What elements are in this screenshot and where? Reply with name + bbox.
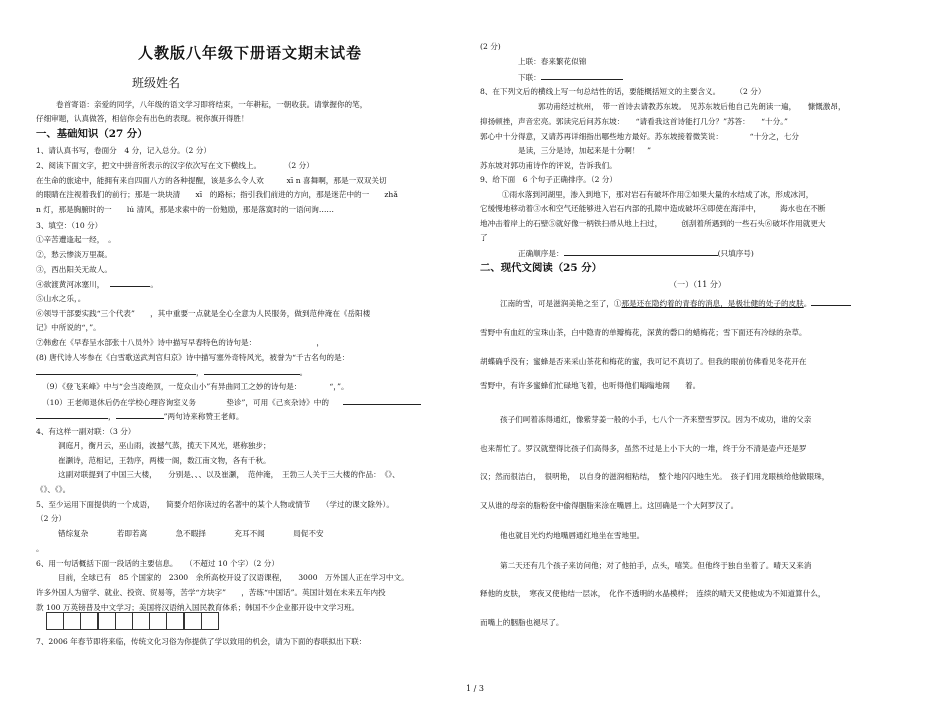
passage-underline-tail bbox=[811, 297, 851, 306]
passage-underlined-sentence: 那是还在隐约着的青春的消息，是极壮健的处子的皮肤 bbox=[621, 299, 804, 308]
passage-line-5: 孩子们呵着冻得通红，像紫芽姜一般的小手，七八个一齐来塑雪罗汉。因为不成功，谁的父亲 bbox=[500, 415, 812, 424]
answer-box[interactable] bbox=[149, 612, 167, 630]
q3-item-6a: ⑥领导干部要实践“三个代表” ，其中重要一点就是全心全意为人民服务，做到范仲淹在《岳阳楼 bbox=[36, 309, 371, 318]
q2-text: 2、阅读下面文字，把文中拼音所表示的汉字依次写在文下横线上。 （2 分） bbox=[36, 161, 314, 170]
q3-item-7: ⑦韩愈在《早春呈水部张十八员外》诗中描写早春特色的诗句是： ， bbox=[36, 338, 325, 347]
q5-idiom-2: 若即若离 bbox=[116, 529, 148, 538]
q6-text: 6、用一句话概括下面一段话的主要信息。 （不超过 10 个字）（2 分） bbox=[36, 559, 279, 568]
q9-text: 9、给下面 6 个句子正确排序。（2 分） bbox=[480, 175, 618, 184]
q4-question-line-2: 《》、《》。 bbox=[36, 485, 71, 494]
q3-item-8-blanks: ， 。 bbox=[36, 366, 307, 378]
exam-title: 人教版八年级下册语文期末试卷 bbox=[137, 44, 362, 62]
q9-sentence-line-4: 了 bbox=[480, 233, 488, 242]
q3-item-3: ③，西出阳关无故人。 bbox=[36, 265, 112, 274]
answer-box[interactable] bbox=[132, 612, 150, 630]
q4-couplet-line-1: 洞庭月，衡月云，巫山雨，波撼气蒸，揽天下风光，堪称独步； bbox=[58, 441, 271, 450]
q9-order-blank[interactable] bbox=[564, 247, 718, 256]
q3-item-5: ⑤山水之乐，。 bbox=[36, 294, 86, 303]
q9-order-hint: (只填序号) bbox=[717, 249, 754, 258]
q4-question-line-1: 这副对联提到了中国三大楼， 分别是、、、以及崔灏， 范仲淹， 王勃三人关于三大楼的作品： 《》、 bbox=[58, 470, 400, 479]
q3-item-10b: ， ”两句诗来称赞王老师。 bbox=[36, 410, 243, 422]
q3-item-10-blank-2[interactable] bbox=[36, 410, 108, 419]
q8-passage-line-5: 苏东坡对郭功甫诗作的评说，告诉我们。 bbox=[480, 161, 617, 170]
q3-item-2: ②，愁云惨淡万里凝。 bbox=[36, 250, 112, 259]
q3-item-8: (8) 唐代诗人岑参在《白雪歌送武判官归京》诗中描写塞外奇特风光，被誉为“千古名句的是： bbox=[36, 353, 350, 362]
passage-line-1-end: 。 bbox=[803, 299, 812, 308]
q5-idiom-5: 局促不安 bbox=[293, 529, 324, 538]
q3-heading: 3、填空：（10 分） bbox=[36, 221, 103, 230]
q3-item-4-blank[interactable] bbox=[110, 278, 150, 287]
passage-line-8: 又从谁的母亲的脂粉奁中偷得胭脂来涂在嘴唇上。这回确是一个大阿罗汉了。 bbox=[480, 501, 739, 510]
q5-idiom-3: 急不暇择 bbox=[175, 529, 206, 538]
q3-item-1: ①辛苦遭逢起一经， 。 bbox=[36, 235, 116, 244]
q2-passage-line-2: 的眼睛在注视着我们的前行；那是一块块清 xī 的路标；指引我们前进的方向，那是迷茫中的一 zhǎ bbox=[36, 190, 398, 199]
page-number: 1 / 3 bbox=[466, 684, 484, 693]
q2-passage-line-1: 在生命的旅途中，能拥有来自四面八方的各种提醒，该是多么令人欢 xī n 喜舞啊，那是一双双关切 bbox=[36, 176, 387, 185]
q5-text: 5、至少运用下面提供的一个成语， 简要介绍你读过的名著中的某个人物或情节 （学过的课文除外）。 bbox=[36, 500, 394, 509]
answer-box[interactable] bbox=[184, 612, 202, 630]
q7-score: (2 分) bbox=[480, 42, 501, 51]
q1-text: 1、请认真书写，卷面分 4 分，记入总分。（2 分） bbox=[36, 146, 211, 155]
passage-line-6: 也来帮忙了。罗汉就塑得比孩子们高得多，虽然不过是上小下大的一堆，终于分不清是壶卢还是罗 bbox=[480, 444, 807, 453]
q8-passage-line-1: 郭功甫经过杭州， 带一首诗去请教苏东坡。 见苏东坡后他自己先朗读一遍， 慷慨激昂， bbox=[538, 102, 846, 111]
answer-box[interactable] bbox=[46, 612, 64, 630]
intro-line-2: 仔细审题，认真做答，相信你会有出色的表现。祝你旗开得胜！ bbox=[36, 114, 249, 123]
q9-order-label: 正确顺序是： bbox=[518, 249, 564, 258]
q5-idiom-4: 充耳不闻 bbox=[234, 529, 265, 538]
q9-sentence-line-2: 它缓慢地移动着③水和空气还能够进入岩石内部的孔隙中造成破坏④即使在海洋中， 海水也在不断 bbox=[480, 204, 826, 213]
q7-lower-couplet bbox=[518, 71, 623, 83]
q6-passage-line-3: 款 100 万英镑普及中文学习；美国将汉语纳入国民教育体系；韩国不少企业都开设中文学习班。 bbox=[36, 603, 360, 612]
answer-box[interactable] bbox=[63, 612, 81, 630]
q8-text: 8、在下列文后的横线上写一句总结性的话，要能概括短文的主要含义。 （2 分） bbox=[480, 87, 766, 96]
q3-item-10a bbox=[42, 396, 421, 408]
q3-item-4-text: ④欲渡黄河冰塞川， bbox=[36, 280, 105, 289]
q3-item-9 bbox=[42, 381, 349, 392]
q8-passage-line-3: 郭心中十分得意，又请苏再详细指出哪些地方最好。苏东坡接着微笑说： “十分之，七分 bbox=[480, 132, 800, 141]
q3-item-8-blank-1[interactable] bbox=[36, 366, 196, 375]
q4-heading: 4、有这样一副对联：（3 分） bbox=[36, 427, 136, 436]
q5-idiom-list bbox=[58, 528, 324, 539]
intro-line-1: 卷首寄语：亲爱的同学，八年级的语文学习即将结束，一年耕耘，一朝收获。请掌握你的笔， bbox=[56, 100, 368, 109]
q6-answer-grid[interactable] bbox=[46, 612, 218, 630]
answer-box[interactable] bbox=[115, 612, 133, 630]
passage-line-7: 汉；然而很洁白， 很明艳， 以自身的滋润相粘结， 整个地闪闪地生光。 孩子们用龙眼核给他做眼珠， bbox=[480, 472, 830, 481]
q5-period: 。 bbox=[36, 544, 44, 553]
q8-passage-line-2: 抑扬顿挫，声音宏亮。郭读完后问苏东坡： “请看我这首诗能打几分？”苏答： “十分。” bbox=[480, 117, 788, 126]
q6-passage-line-1: 目前，全球已有 85 个国家的 2300 余所高校开设了汉语课程， 3000 万外国人正在学习中文。 bbox=[58, 573, 409, 582]
q7-text: 7、2006 年春节即将来临，传统文化习俗为你提供了学以致用的机会，请为下面的春联拟出下联： bbox=[36, 637, 367, 646]
passage-line-1-start: 江南的雪，可是滋润美艳之至了，① bbox=[500, 299, 622, 308]
q2-passage-line-3: n 灯，那是胸腑时的一 lú 清风，那是求索中的一份勉励，那是落寞时的一语问询…… bbox=[36, 205, 335, 214]
q9-sentence-line-3: 地冲击着岸上的石壁⑤就好像一柄铁扫帚从地上扫过， 创刮着所遇到的一些石头⑥破坏作用就更大 bbox=[480, 219, 826, 228]
section1-heading: 一、基础知识（27 分） bbox=[36, 128, 148, 140]
q7-lower-blank[interactable] bbox=[541, 71, 623, 80]
q9-sentence-line-1: ①雨水落到河湖里，渗入到地下，那对岩石有破坏作用②如果大量的水结成了冰，形成冰河， bbox=[502, 190, 814, 199]
q3-item-8-blank-2[interactable] bbox=[204, 366, 300, 375]
q3-item-9-text: （9）《登飞来峰》中与“会当凌绝顶，一览众山小”有异曲同工之妙的诗句是： bbox=[42, 382, 302, 391]
q7-lower-label: 下联： bbox=[518, 73, 541, 82]
q3-item-10-blank-1[interactable] bbox=[343, 396, 421, 405]
q5-idiom-1: 错综复杂 bbox=[58, 529, 89, 538]
passage-line-12: 而嘴上的胭脂也褪尽了。 bbox=[480, 618, 564, 627]
passage-line-4: 雪野中，有许多蜜蜂们忙碌地飞着，也听得他们嗡嗡地闹 着。 bbox=[480, 381, 701, 390]
q4-couplet-line-2: 崔灏诗，范相记，王勃序，两楼一阁，数江南文物，各有千秋。 bbox=[58, 456, 271, 465]
answer-box[interactable] bbox=[201, 612, 219, 630]
q3-item-10a-text: （10）王老师退休后仍在学校心理咨询室义务 垫诊”，可用《己亥杂诗》中的 bbox=[42, 398, 329, 407]
q6-passage-line-2: 许多外国人为留学、就业、投资、贸易等，苦学“方块字” ，苦练“中国话”。英国计划在未来五年内投 bbox=[36, 588, 386, 597]
passage-line-10: 第二天还有几个孩子来访问他；对了他拍手，点头，嘻笑。但他终于独自坐着了。晴天又来消 bbox=[500, 561, 812, 570]
class-name-label: 班级姓名 bbox=[132, 76, 181, 90]
passage-line-1 bbox=[500, 297, 851, 309]
q9-order-line bbox=[518, 247, 754, 259]
q3-item-10b-text: ”两句诗来称赞王老师。 bbox=[163, 412, 244, 421]
passage-line-9: 他也就目光灼灼地嘴唇通红地坐在雪地里。 bbox=[500, 531, 645, 540]
answer-box[interactable] bbox=[80, 612, 98, 630]
passage-number: （一）（11 分） bbox=[669, 280, 726, 289]
q3-item-9-tail: “，”。 bbox=[329, 382, 349, 391]
section2-heading: 二、现代文阅读（25 分） bbox=[480, 262, 602, 274]
q3-item-7-text: ⑦韩愈在《早春呈水部张十八员外》诗中描写早春特色的诗句是： bbox=[36, 338, 253, 347]
passage-line-2: 雪野中有血红的宝珠山茶，白中隐青的单瓣梅花，深黄的磬口的蜡梅花；雪下面还有冷绿的杂草。 bbox=[480, 328, 807, 337]
passage-line-3: 胡蝶确乎没有；蜜蜂是否来采山茶花和梅花的蜜，我可记不真切了。但我的眼前仿佛看见冬花开在 bbox=[480, 357, 807, 366]
q8-passage-line-4: 是读，三分是诗，加起来是十分啊！ ” bbox=[518, 146, 651, 155]
q3-item-10-blank-3[interactable] bbox=[116, 410, 164, 419]
q3-item-4: ④欲渡黄河冰塞川， 。 bbox=[36, 280, 158, 289]
q7-upper-couplet: 上联：春来繁花似锦 bbox=[518, 57, 587, 66]
q3-item-6b: 记》中所说的“，”。 bbox=[36, 323, 101, 332]
answer-box[interactable] bbox=[166, 612, 184, 630]
answer-box[interactable] bbox=[98, 612, 116, 630]
q5-score: （2 分） bbox=[36, 514, 67, 523]
passage-line-11: 释他的皮肤， 寒夜又使他结一层冰， 化作不透明的水晶模样； 连续的晴天又使他成为不知道算什么， bbox=[480, 589, 826, 598]
